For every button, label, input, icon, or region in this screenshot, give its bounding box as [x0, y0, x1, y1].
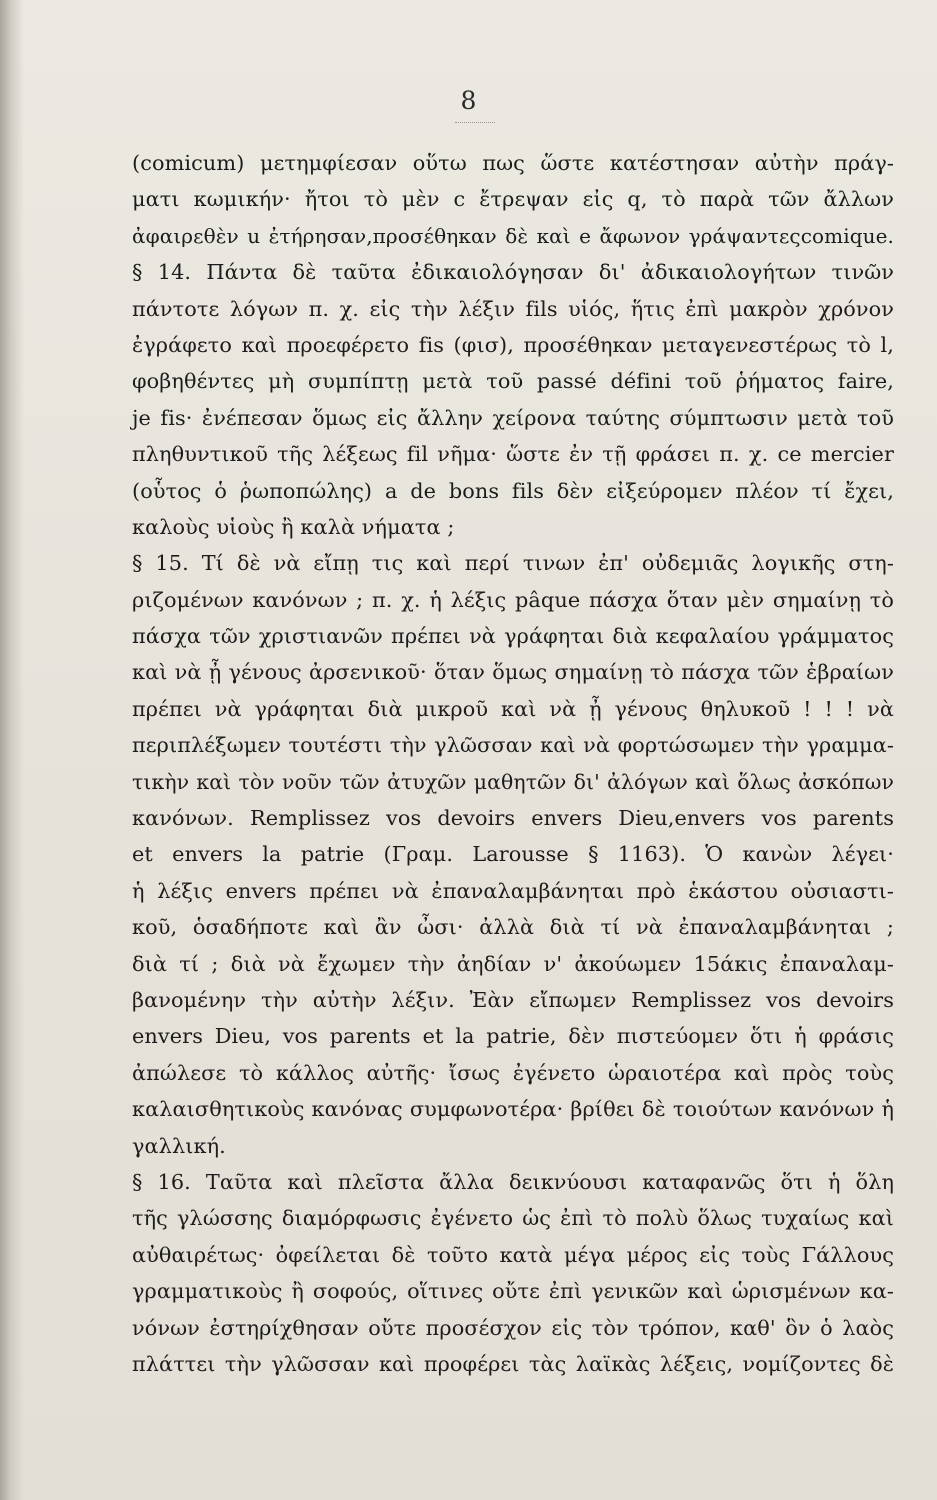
text-line: φοβηθέντες μὴ συμπίπτῃ μετὰ τοῦ passé défini τοῦ ῥήματος faire,: [132, 369, 894, 394]
text-line: γραμματικοὺς ἢ σοφούς, οἵτινες οὔτε ἐπὶ γενικῶν καὶ ὡρισμένων κα-: [132, 1279, 894, 1304]
text-line: ἐγράφετο καὶ προεφέρετο fis (φισ), προσέθηκαν μεταγενεστέρως τὸ l,: [132, 332, 894, 357]
text-line: τῆς γλώσσης διαμόρφωσις ἐγένετο ὡς ἐπὶ τὸ πολὺ ὅλως τυχαίως καὶ: [132, 1206, 894, 1231]
text-line: (comicum) μετημφίεσαν οὕτω πως ὥστε κατέστησαν αὐτὴν πράγ-: [132, 151, 894, 175]
text-line: ματι κωμικήν· ἤτοι τὸ μὲν c ἔτρεψαν εἰς q, τὸ παρὰ τῶν ἄλλων: [132, 187, 894, 212]
text-line: ριζομένων κανόνων ; π. χ. ἡ λέξις pâque πάσχα ὅταν μὲν σημαίνῃ τὸ: [132, 587, 894, 612]
paragraph-15-start: § 15. Τί δὲ νὰ εἴπῃ τις καὶ περί τινων ἐπ' οὐδεμιᾶς λογικῆς στη-: [132, 551, 894, 576]
text-line: envers Dieu, vos parents et la patrie, δὲν πιστεύομεν ὅτι ἡ φράσις: [132, 1024, 894, 1049]
text-line: καλαισθητικοὺς κανόνας συμφωνοτέρα· βρίθει δὲ τοιούτων κανόνων ἡ: [132, 1097, 894, 1122]
text-line: περιπλέξωμεν τουτέστι τὴν γλῶσσαν καὶ νὰ φορτώσωμεν τὴν γραμμα-: [132, 733, 894, 758]
text-line: ἡ λέξις envers πρέπει νὰ ἐπαναλαμβάνηται πρὸ ἑκάστου οὐσιαστι-: [132, 878, 894, 903]
text-line: γαλλική.: [132, 1133, 226, 1158]
header-rule: [455, 122, 495, 123]
text-line: et envers la patrie (Γραμ. Larousse § 1163). Ὁ κανὼν λέγει·: [132, 842, 894, 867]
text-line: πάσχα τῶν χριστιανῶν πρέπει νὰ γράφηται διὰ κεφαλαίου γράμματος: [132, 624, 894, 649]
page-number: 8: [460, 86, 477, 115]
text-line: je fis· ἐνέπεσαν ὅμως εἰς ἄλλην χείρονα ταύτης σύμπτωσιν μετὰ τοῦ: [132, 405, 894, 430]
text-line: κανόνων. Remplissez vos devoirs envers Dieu,envers vos parents: [132, 806, 894, 831]
text-line: καὶ νὰ ᾖ γένους ἀρσενικοῦ· ὅταν ὅμως σημαίνῃ τὸ πάσχα τῶν ἑβραίων: [132, 660, 894, 685]
text-line: πληθυντικοῦ τῆς λέξεως fil νῆμα· ὥστε ἐν τῇ φράσει π. χ. ce mercier: [132, 442, 894, 467]
body-text: [132, 145, 894, 1382]
text-line: ἀφαιρεθὲν u ἐτήρησαν,προσέθηκαν δὲ καὶ e ἄφωνον γράψαντεςcomique.: [132, 223, 894, 248]
text-line: διὰ τί ; διὰ νὰ ἔχωμεν τὴν ἀηδίαν ν' ἀκούωμεν 15άκις ἐπαναλαμ-: [132, 951, 894, 976]
text-line: κοῦ, ὁσαδήποτε καὶ ἂν ὦσι· ἀλλὰ διὰ τί νὰ ἐπαναλαμβάνηται ;: [132, 915, 894, 940]
text-line: νόνων ἐστηρίχθησαν οὔτε προσέσχον εἰς τὸν τρόπον, καθ' ὃν ὁ λαὸς: [132, 1315, 894, 1340]
page-edge-shadow: [0, 0, 24, 1500]
paragraph-16-start: § 16. Ταῦτα καὶ πλεῖστα ἄλλα δεικνύουσι καταφανῶς ὅτι ἡ ὅλη: [132, 1169, 894, 1194]
text-line: τικὴν καὶ τὸν νοῦν τῶν ἀτυχῶν μαθητῶν δι' ἀλόγων καὶ ὅλως ἀσκόπων: [132, 769, 894, 794]
text-line: (οὗτος ὁ ῥωποπώλης) a de bons fils δὲν εἰξεύρομεν πλέον τί ἔχει,: [132, 478, 894, 503]
text-line: πλάττει τὴν γλῶσσαν καὶ προφέρει τὰς λαϊκὰς λέξεις, νομίζοντες δὲ: [132, 1351, 894, 1376]
text-line: πρέπει νὰ γράφηται διὰ μικροῦ καὶ νὰ ᾖ γένους θηλυκοῦ ! ! ! νὰ: [132, 696, 894, 721]
text-line: πάντοτε λόγων π. χ. εἰς τὴν λέξιν fils υἱός, ἥτις ἐπὶ μακρὸν χρόνον: [132, 296, 894, 321]
text-line: καλοὺς υἱοὺς ἢ καλὰ νήματα ;: [132, 514, 455, 539]
paragraph-14-start: § 14. Πάντα δὲ ταῦτα ἐδικαιολόγησαν δι' ἀδικαιολογήτων τινῶν: [132, 260, 894, 285]
text-line: αὐθαιρέτως· ὀφείλεται δὲ τοῦτο κατὰ μέγα μέρος εἰς τοὺς Γάλλους: [132, 1242, 894, 1267]
text-line: βανομένην τὴν αὐτὴν λέξιν. Ἐὰν εἴπωμεν Remplissez vos devoirs: [132, 987, 894, 1012]
text-line: ἀπώλεσε τὸ κάλλος αὐτῆς· ἴσως ἐγένετο ὡραιοτέρα καὶ πρὸς τοὺς: [132, 1060, 894, 1085]
